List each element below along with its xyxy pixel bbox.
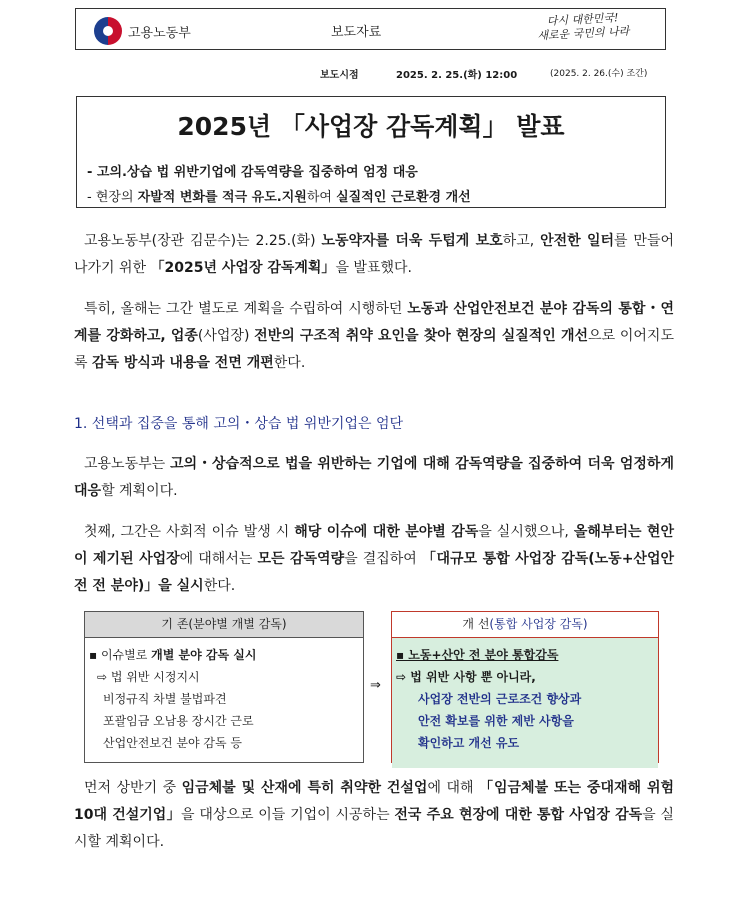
existing-header: 기 존(분야별 개별 감독): [85, 612, 363, 638]
section-heading-1: 1. 선택과 집중을 통해 고의・상습 법 위반기업은 엄단: [74, 416, 403, 432]
paragraph-intro: 고용노동부(장관 김문수)는 2.25.(화) 노동약자를 더욱 두텁게 보호하고, 안전한 일터를 만들어 나가기 위한 「2025년 사업장 감독계획」을 발표했다.: [74, 233, 674, 276]
summary-bullet-1: - 고의.상습 법 위반기업에 감독역량을 집중하여 엄정 대응: [87, 165, 418, 180]
slogan-signature: 다시 대한민국! 새로운 국민의 나라: [537, 11, 630, 43]
ministry-logo: [94, 17, 191, 45]
header-box: [75, 8, 666, 50]
paragraph-first: 첫째, 그간은 사회적 이슈 발생 시 해당 이슈에 대한 분야별 감독을 실시했으나, 올해부터는 현안이 제기된 사업장에 대해서는 모든 감독역량을 결집하여 「대규모 통합 사업장 감독(노동+산업안전 전 분야)」을 실시한다.: [74, 524, 674, 594]
taegeuk-icon: [94, 17, 122, 45]
release-embargo: (2025. 2. 26.(수) 조간): [550, 69, 648, 79]
release-label: 보도시점: [320, 70, 359, 81]
page-title: 2025년 「사업장 감독계획」 발표: [177, 112, 565, 141]
existing-body: ▪ 이슈별로 개별 분야 감독 실시 ⇨ 법 위반 시정지시 비정규직 차별 불법파견 포괄임금 오남용 장시간 근로 산업안전보건 분야 감독 등: [89, 648, 257, 750]
paragraph-construction: 먼저 상반기 중 임금체불 및 산재에 특히 취약한 건설업에 대해 「임금체불 또는 중대재해 위험 10대 건설기업」을 대상으로 이들 기업이 시공하는 전국 주요 현장에 대한 통합 사업장 감독을 실시할 계획이다.: [74, 780, 675, 850]
comparison-improved: [391, 611, 659, 763]
paragraph-focus: 고용노동부는 고의・상습적으로 법을 위반하는 기업에 대해 감독역량을 집중하여 더욱 엄정하게 대응할 계획이다.: [74, 456, 674, 499]
improved-body: ▪ 노동+산안 전 분야 통합감독 ⇨ 법 위반 사항 뿐 아니라, 사업장 전반의 근로조건 향상과 안전 확보를 위한 제반 사항을 확인하고 개선 유도: [392, 638, 658, 768]
right-arrow-icon: ⇒: [370, 678, 381, 693]
title-box: [76, 96, 666, 208]
release-datetime: 2025. 2. 25.(화) 12:00: [396, 70, 518, 81]
comparison-existing: [84, 611, 364, 763]
paragraph-integration: 특히, 올해는 그간 별도로 계획을 수립하여 시행하던 노동과 산업안전보건 분야 감독의 통합・연계를 강화하고, 업종(사업장) 전반의 구조적 취약 요인을 찾아 현장의 실질적인 개선으로 이어지도록 감독 방식과 내용을 전면 개편한다.: [74, 301, 675, 371]
summary-bullet-2: - 현장의 자발적 변화를 적극 유도.지원하여 실질적인 근로환경 개선: [87, 190, 471, 205]
ministry-name: 고용노동부: [128, 25, 191, 41]
improved-header: 개 선(통합 사업장 감독): [392, 612, 658, 638]
doc-type: 보도자료: [331, 25, 382, 40]
